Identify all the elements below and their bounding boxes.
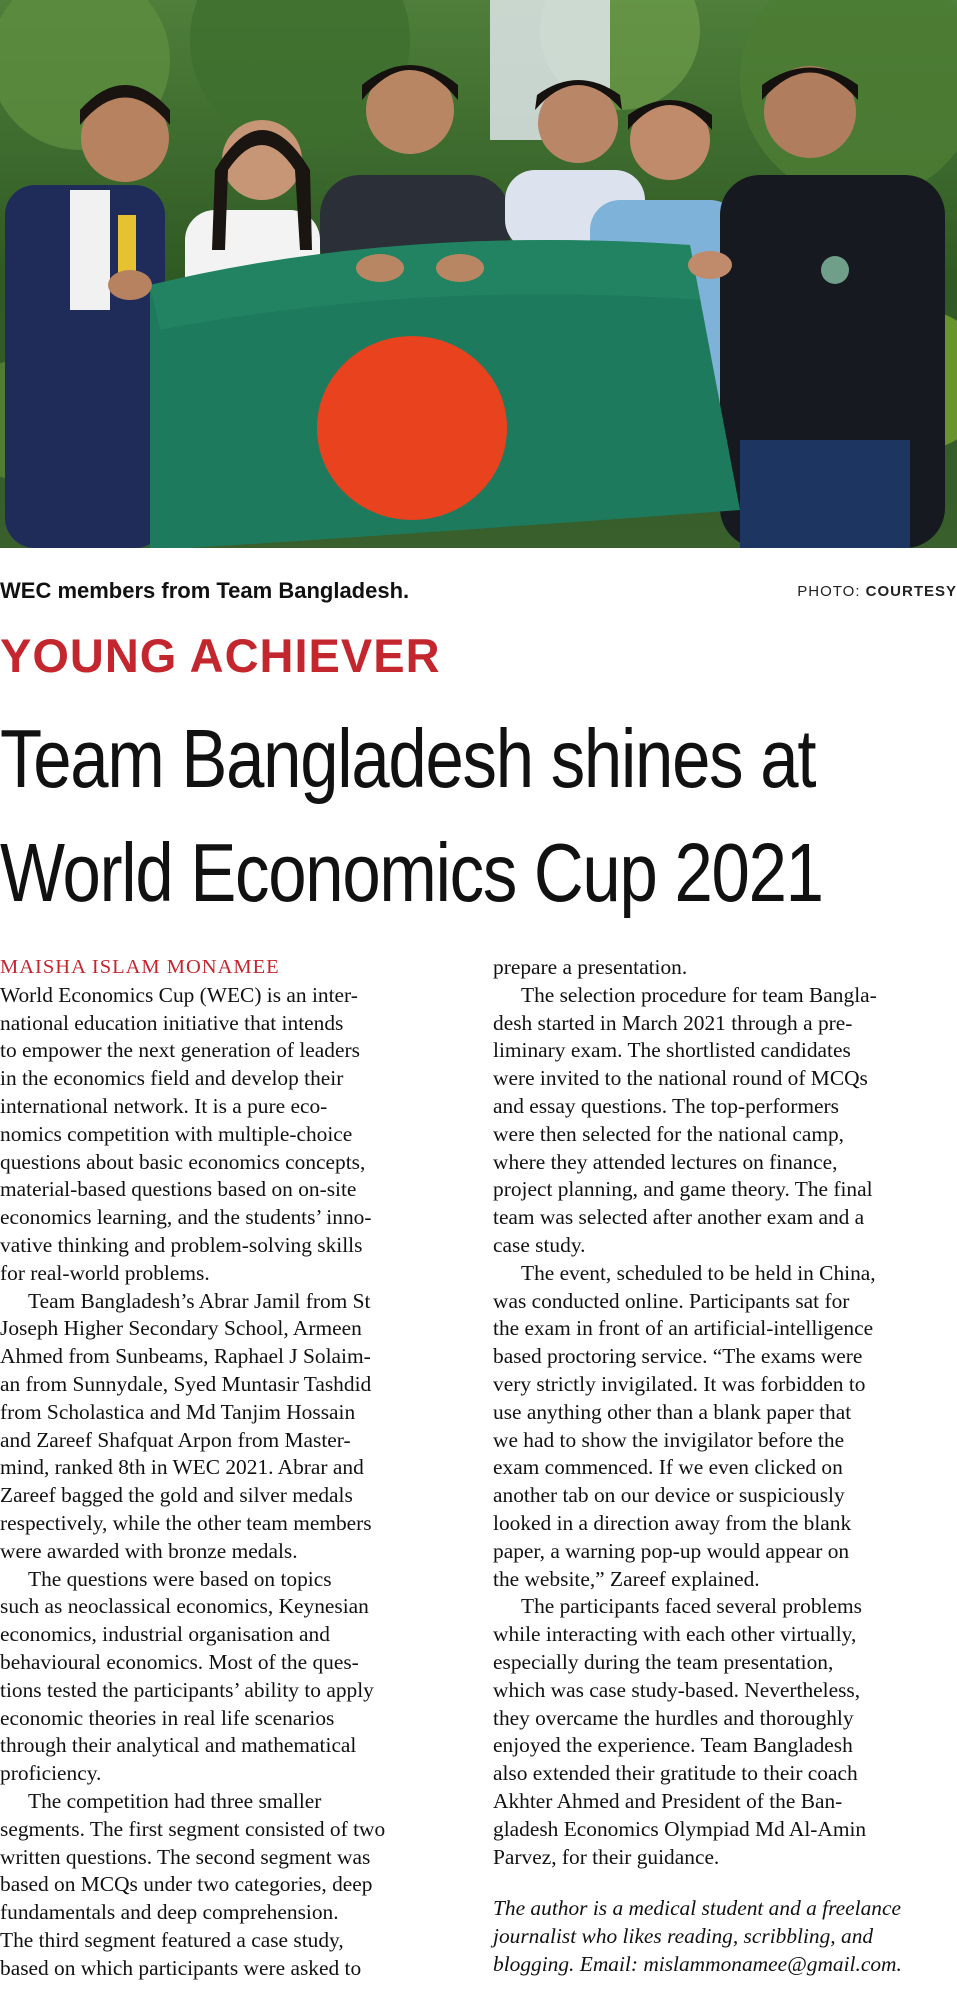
body-text-line: proficiency. bbox=[0, 1761, 102, 1786]
body-text-line: project planning, and game theory. The final bbox=[493, 1177, 873, 1202]
column-2-body bbox=[493, 954, 957, 1871]
body-text-line: the website,” Zareef explained. bbox=[493, 1566, 760, 1591]
body-text-line: economics learning, and the students’ inno- bbox=[0, 1205, 372, 1230]
article-column-2 bbox=[493, 954, 957, 1979]
body-text-line: also extended their gratitude to their coach bbox=[493, 1761, 858, 1786]
body-text-line: and essay questions. The top-performers bbox=[493, 1093, 839, 1118]
body-text-line: we had to show the invigilator before the bbox=[493, 1427, 845, 1452]
body-text-line: based proctoring service. “The exams were bbox=[493, 1344, 863, 1369]
body-text-line: The event, scheduled to be held in China, bbox=[521, 1260, 876, 1285]
photo-credit bbox=[797, 583, 957, 600]
body-text-line: they overcame the hurdles and thoroughly bbox=[493, 1705, 854, 1730]
body-text-line: Akhter Ahmed and President of the Ban- bbox=[493, 1788, 843, 1813]
team-photo bbox=[0, 0, 957, 548]
body-text-line: Zareef bagged the gold and silver medals bbox=[0, 1483, 353, 1508]
author-note-line: journalist who likes reading, scribbling, and bbox=[493, 1924, 874, 1949]
body-text-line: were invited to the national round of MCQs bbox=[493, 1066, 868, 1091]
body-text-line: an from Sunnydale, Syed Muntasir Tashdid bbox=[0, 1371, 372, 1396]
body-text-line: which was case study-based. Nevertheless, bbox=[493, 1677, 861, 1702]
body-text-line: especially during the team presentation, bbox=[493, 1649, 834, 1674]
body-text-line: in the economics field and develop their bbox=[0, 1066, 344, 1091]
body-text-line: respectively, while the other team members bbox=[0, 1510, 372, 1535]
body-text-line: exam commenced. If we even clicked on bbox=[493, 1455, 843, 1480]
body-text-line: gladesh Economics Olympiad Md Al-Amin bbox=[493, 1816, 867, 1841]
body-text-line: questions about basic economics concepts, bbox=[0, 1149, 366, 1174]
body-text-line: through their analytical and mathematical bbox=[0, 1733, 357, 1758]
article-column-1 bbox=[0, 954, 460, 1982]
author-note-line: blogging. Email: mislammonamee@gmail.com. bbox=[493, 1951, 902, 1976]
body-text-line: Team Bangladesh’s Abrar Jamil from St bbox=[28, 1288, 371, 1313]
body-text-line: economic theories in real life scenarios bbox=[0, 1705, 335, 1730]
body-text-line: economics, industrial organisation and bbox=[0, 1622, 330, 1647]
byline: MAISHA ISLAM MONAMEE bbox=[0, 956, 280, 978]
body-text-line: looked in a direction away from the blank bbox=[493, 1510, 852, 1535]
body-text-line: use anything other than a blank paper that bbox=[493, 1399, 852, 1424]
body-text-line: was conducted online. Participants sat for bbox=[493, 1288, 850, 1313]
body-text-line: based on which participants were asked to bbox=[0, 1955, 362, 1980]
headline-line-1: Team Bangladesh shines at bbox=[0, 712, 816, 805]
body-text-line: from Scholastica and Md Tanjim Hossain bbox=[0, 1399, 356, 1424]
body-text-line: such as neoclassical economics, Keynesian bbox=[0, 1594, 369, 1619]
body-text-line: The questions were based on topics bbox=[28, 1566, 332, 1591]
team-photo-illustration bbox=[0, 0, 957, 548]
body-text-line: vative thinking and problem-solving skills bbox=[0, 1232, 363, 1257]
body-text-line: were then selected for the national camp, bbox=[493, 1121, 845, 1146]
body-text-line: enjoyed the experience. Team Bangladesh bbox=[493, 1733, 853, 1758]
headline bbox=[0, 702, 823, 930]
author-note-line: The author is a medical student and a freelance bbox=[493, 1896, 901, 1921]
body-text-line: behavioural economics. Most of the ques- bbox=[0, 1649, 359, 1674]
body-text-line: tions tested the participants’ ability to apply bbox=[0, 1677, 374, 1702]
body-text-line: material-based questions based on on-site bbox=[0, 1177, 357, 1202]
credit-label: PHOTO: bbox=[797, 583, 861, 600]
body-text-line: national education initiative that intends bbox=[0, 1010, 344, 1035]
body-text-line: desh started in March 2021 through a pre- bbox=[493, 1010, 853, 1035]
body-text-line: The competition had three smaller bbox=[28, 1788, 322, 1813]
body-text-line: another tab on our device or suspiciously bbox=[493, 1483, 845, 1508]
body-text-line: and Zareef Shafquat Arpon from Master- bbox=[0, 1427, 351, 1452]
body-text-line: Parvez, for their guidance. bbox=[493, 1844, 720, 1869]
body-text-line: Ahmed from Sunbeams, Raphael J Solaim- bbox=[0, 1344, 371, 1369]
credit-source: COURTESY bbox=[865, 583, 957, 600]
section-kicker: YOUNG ACHIEVER bbox=[0, 629, 441, 682]
body-text-line: liminary exam. The shortlisted candidates bbox=[493, 1038, 851, 1063]
body-text-line: where they attended lectures on finance, bbox=[493, 1149, 838, 1174]
body-text-line: the exam in front of an artificial-intelligence bbox=[493, 1316, 874, 1341]
body-text-line: international network. It is a pure eco- bbox=[0, 1093, 328, 1118]
body-text-line: The participants faced several problems bbox=[521, 1594, 862, 1619]
body-text-line: case study. bbox=[493, 1232, 586, 1257]
body-text-line: Joseph Higher Secondary School, Armeen bbox=[0, 1316, 362, 1341]
column-1-body bbox=[0, 982, 460, 1983]
photo-caption: WEC members from Team Bangladesh. bbox=[0, 578, 410, 603]
body-text-line: team was selected after another exam and a bbox=[493, 1205, 865, 1230]
body-text-line: mind, ranked 8th in WEC 2021. Abrar and bbox=[0, 1455, 364, 1480]
body-text-line: based on MCQs under two categories, deep bbox=[0, 1872, 373, 1897]
author-note bbox=[493, 1895, 957, 1978]
body-text-line: written questions. The second segment was bbox=[0, 1844, 371, 1869]
body-text-line: The third segment featured a case study, bbox=[0, 1927, 344, 1952]
headline-line-2: World Economics Cup 2021 bbox=[0, 826, 823, 919]
body-text-line: to empower the next generation of leaders bbox=[0, 1038, 360, 1063]
body-text-line: segments. The first segment consisted of two bbox=[0, 1816, 386, 1841]
body-text-line: nomics competition with multiple-choice bbox=[0, 1121, 353, 1146]
body-text-line: paper, a warning pop-up would appear on bbox=[493, 1538, 850, 1563]
body-text-line: prepare a presentation. bbox=[493, 955, 688, 979]
body-text-line: very strictly invigilated. It was forbidden to bbox=[493, 1371, 866, 1396]
body-text-line: World Economics Cup (WEC) is an inter- bbox=[0, 982, 358, 1007]
body-text-line: for real-world problems. bbox=[0, 1260, 210, 1285]
body-text-line: fundamentals and deep comprehension. bbox=[0, 1900, 339, 1925]
body-text-line: while interacting with each other virtually, bbox=[493, 1622, 857, 1647]
body-text-line: The selection procedure for team Bangla- bbox=[521, 982, 877, 1007]
body-text-line: were awarded with bronze medals. bbox=[0, 1538, 298, 1563]
